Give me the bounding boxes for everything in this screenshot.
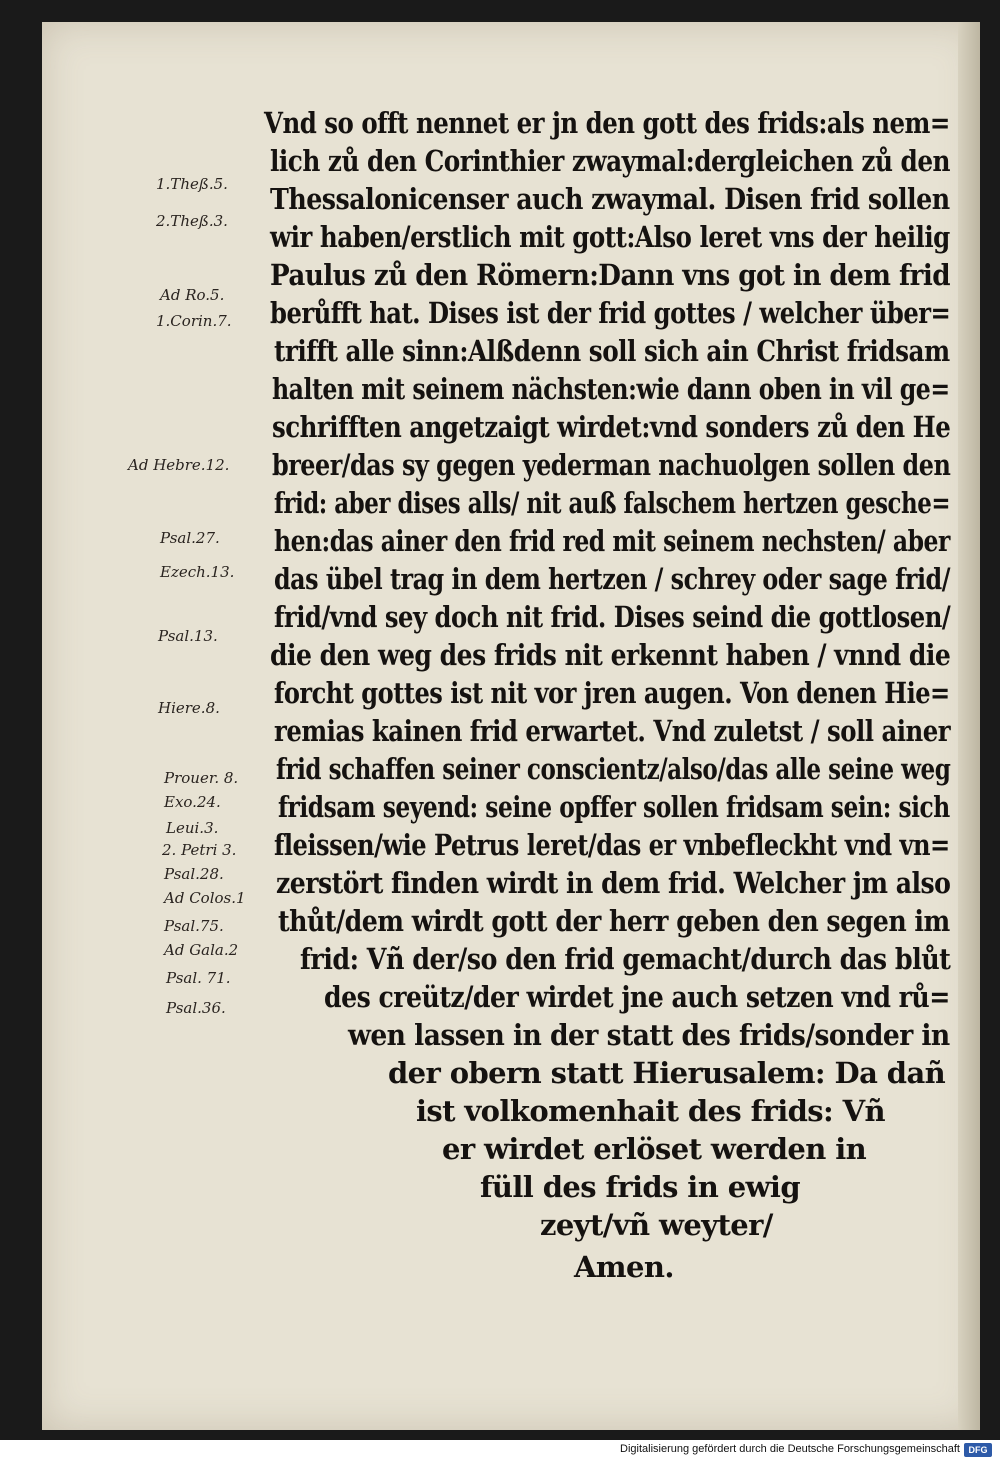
margin-note: Ad Gala.2: [164, 941, 239, 959]
margin-note: Psal.27.: [160, 529, 220, 547]
text-line: füll des frids in ewig: [480, 1170, 801, 1204]
text-line: das übel trag in dem hertzen / schrey oder sage frid/: [274, 562, 950, 596]
text-line: fridsam seyend: seine opffer sollen fridsam sein: sich: [278, 790, 950, 824]
text-line: berůfft hat. Dises ist der frid gottes / welcher über=: [270, 296, 951, 330]
dfg-logo: DFG: [964, 1443, 992, 1457]
text-line: breer/das sy gegen yederman nachuolgen sollen den: [272, 448, 951, 482]
margin-note: 1.Theß.5.: [156, 175, 228, 193]
text-line: remias kainen frid erwartet. Vnd zuletst / soll ainer: [274, 714, 951, 748]
margin-note: Psal.36.: [166, 999, 226, 1017]
text-line: forcht gottes ist nit vor jren augen. Von denen Hie=: [274, 676, 950, 710]
text-line: frid: aber dises alls/ nit auß falschem hertzen gesche=: [274, 486, 951, 520]
margin-note: Ezech.13.: [160, 563, 235, 581]
margin-note: 1.Corin.7.: [156, 312, 232, 330]
text-line: zeyt/vñ weyter/: [540, 1208, 773, 1242]
text-line: lich zů den Corinthier zwaymal:dergleichen zů den: [270, 144, 951, 178]
page-text-block: [42, 22, 980, 1430]
text-line: die den weg des frids nit erkennt haben / vnnd die: [270, 638, 951, 672]
text-line: frid: Vñ der/so den frid gemacht/durch das blůt: [300, 942, 951, 976]
margin-note: Exo.24.: [164, 793, 221, 811]
margin-note: 2. Petri 3.: [162, 841, 237, 859]
text-line: Amen.: [574, 1250, 674, 1284]
margin-note: Psal. 71.: [166, 969, 231, 987]
text-line: Vnd so offt nennet er jn den gott des frids:als nem=: [264, 106, 950, 140]
text-line: schrifften angetzaigt wirdet:vnd sonders zů den He: [272, 410, 951, 444]
text-line: frid/vnd sey doch nit frid. Dises seind die gottlosen/: [274, 600, 951, 634]
book-page: [42, 22, 980, 1430]
text-line: wen lassen in der statt des frids/sonder in: [348, 1018, 950, 1052]
text-line: halten mit seinem nächsten:wie dann oben in vil ge=: [272, 372, 950, 406]
text-line: hen:das ainer den frid red mit seinem nechsten/ aber: [274, 524, 950, 558]
text-line: ist volkomenhait des frids: Vñ: [416, 1094, 885, 1128]
margin-note: Leui.3.: [166, 819, 219, 837]
text-line: zerstört finden wirdt in dem frid. Welcher jm also: [276, 866, 951, 900]
text-line: trifft alle sinn:Alßdenn soll sich ain Christ fridsam: [274, 334, 950, 368]
footer-bar: [0, 1440, 1000, 1461]
margin-note: Hiere.8.: [158, 699, 220, 717]
text-line: des creütz/der wirdet jne auch setzen vnd rů=: [324, 980, 950, 1014]
margin-note: 2.Theß.3.: [156, 212, 228, 230]
text-line: der obern statt Hierusalem: Da dañ: [388, 1056, 946, 1090]
text-line: frid schaffen seiner conscientz/also/das alle seine weg: [276, 752, 951, 786]
margin-note: Prouer. 8.: [164, 769, 239, 787]
footer-credit: Digitalisierung gefördert durch die Deutsche Forschungsgemeinschaft: [620, 1443, 960, 1455]
text-line: er wirdet erlöset werden in: [442, 1132, 867, 1166]
text-line: thůt/dem wirdt gott der herr geben den segen im: [278, 904, 950, 938]
margin-note: Psal.13.: [158, 627, 218, 645]
text-line: Paulus zů den Römern:Dann vns got in dem frid: [270, 258, 951, 292]
margin-note: Psal.75.: [164, 917, 224, 935]
margin-note: Ad Ro.5.: [160, 286, 225, 304]
text-line: fleissen/wie Petrus leret/das er vnbefleckht vnd vn=: [274, 828, 950, 862]
text-line: wir haben/erstlich mit gott:Also leret vns der heilig: [270, 220, 950, 254]
margin-note: Ad Hebre.12.: [128, 456, 230, 474]
text-line: Thessalonicenser auch zwaymal. Disen frid sollen: [270, 182, 950, 216]
margin-note: Psal.28.: [164, 865, 224, 883]
margin-note: Ad Colos.1: [164, 889, 246, 907]
